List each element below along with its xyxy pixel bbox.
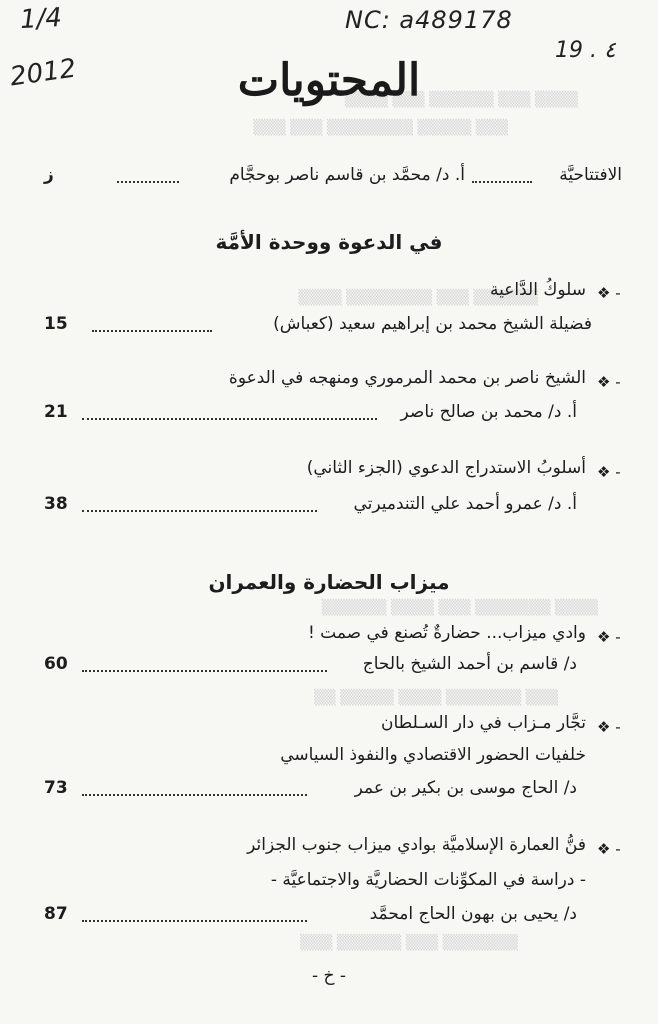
bleed-through-text: ▒▒▒▒▒▒ ▒▒▒ ▒▒▒▒▒▒▒▒ ▒▒▒▒ (298, 290, 538, 306)
toc-entry (44, 314, 592, 338)
bleed-through-text: ▒▒▒▒ ▒▒▒▒▒▒▒ ▒▒▒ ▒▒▒▒ ▒▒▒▒▒▒ (321, 600, 598, 616)
diamond-bullet-icon: ❖ - (597, 463, 621, 481)
leader-dots (472, 181, 532, 183)
article-author: أ. د/ عمرو أحمد علي التندميرتي (353, 494, 577, 514)
leader-dots (82, 794, 307, 796)
diamond-bullet-icon: ❖ - (597, 628, 621, 646)
article-title: وادي ميزاب... حضارةٌ تُصنع في صمت ! (307, 623, 586, 643)
handwritten-note: 1/4 (19, 2, 63, 36)
leader-dots (82, 920, 307, 922)
article-author: د/ الحاج موسى بن بكير بن عمر (354, 778, 577, 798)
article-page: 73 (44, 778, 68, 798)
diamond-bullet-icon: ❖ - (597, 840, 621, 858)
article-page: 60 (44, 654, 68, 674)
article-author: فضيلة الشيخ محمد بن إبراهيم سعيد (كعباش) (273, 314, 592, 334)
leader-dots (117, 181, 179, 183)
article-author: أ. د/ محمد بن صالح ناصر (400, 402, 577, 422)
leader-dots (82, 510, 317, 512)
intro-label: الافتتاحيَّة (559, 165, 622, 185)
handwritten-note-right: 19 . ٤ (555, 38, 616, 63)
handwritten-year: 2012 (8, 53, 78, 93)
article-title: فنُّ العمارة الإسلاميَّة بوادي ميزاب جنوب الجزائر (247, 835, 586, 855)
article-page: 21 (44, 402, 68, 422)
article-author: د/ قاسم بن أحمد الشيخ بالحاج (362, 654, 577, 674)
leader-dots (92, 330, 212, 332)
toc-entry (44, 778, 577, 802)
bleed-through-text: ▒▒▒ ▒▒▒▒▒▒▒ ▒▒▒▒ ▒▒▒▒▒ ▒▒ (314, 690, 558, 706)
article-page: 87 (44, 904, 68, 924)
bleed-through-text: ▒▒▒▒ ▒▒▒ ▒▒▒▒▒▒ ▒▒▒ ▒▒▒▒ (344, 92, 578, 108)
article-title: أسلوبُ الاستدراج الدعوي (الجزء الثاني) (306, 458, 586, 478)
leader-dots (82, 670, 327, 672)
article-subtitle: - دراسة في المكوِّنات الحضاريَّة والاجتماعيَّة - (270, 870, 586, 890)
article-title: الشيخ ناصر بن محمد المرموري ومنهجه في الدعوة (228, 368, 586, 388)
diamond-bullet-icon: ❖ - (597, 373, 621, 391)
article-page: 15 (44, 314, 68, 334)
article-subtitle: خلفيات الحضور الاقتصادي والنفوذ السياسي (280, 745, 586, 765)
article-author: د/ يحيى بن بهون الحاج امحمَّد (369, 904, 577, 924)
page-number: - خ - (311, 966, 347, 986)
article-title: تجَّار مـزاب في دار السـلطان (381, 713, 586, 733)
article-page: 38 (44, 494, 68, 514)
toc-entry (44, 904, 577, 928)
bleed-through-text: ▒▒▒ ▒▒▒▒▒ ▒▒▒▒▒▒▒▒ ▒▒▒ ▒▒▒ (253, 120, 508, 136)
page-title: المحتويات (237, 55, 421, 106)
handwritten-catalog-number: NC: a489178 (345, 6, 513, 34)
diamond-bullet-icon: ❖ - (597, 718, 621, 736)
section-heading: في الدعوة ووحدة الأمَّة (215, 230, 443, 254)
toc-intro-line (44, 165, 622, 189)
toc-entry (44, 654, 577, 678)
section-heading: ميزاب الحضارة والعمران (208, 570, 450, 594)
leader-dots (82, 418, 377, 420)
diamond-bullet-icon: ❖ - (597, 284, 621, 302)
toc-entry (44, 494, 577, 518)
bleed-through-text: ▒▒▒▒▒▒▒ ▒▒▒ ▒▒▒▒▒▒ ▒▒▒ (300, 935, 518, 951)
article-title: سلوكُ الدَّاعية (489, 280, 586, 300)
intro-author: أ. د/ محمَّد بن قاسم ناصر بوحجَّام (229, 165, 465, 185)
intro-page: ز (44, 165, 54, 185)
toc-entry (44, 402, 577, 426)
